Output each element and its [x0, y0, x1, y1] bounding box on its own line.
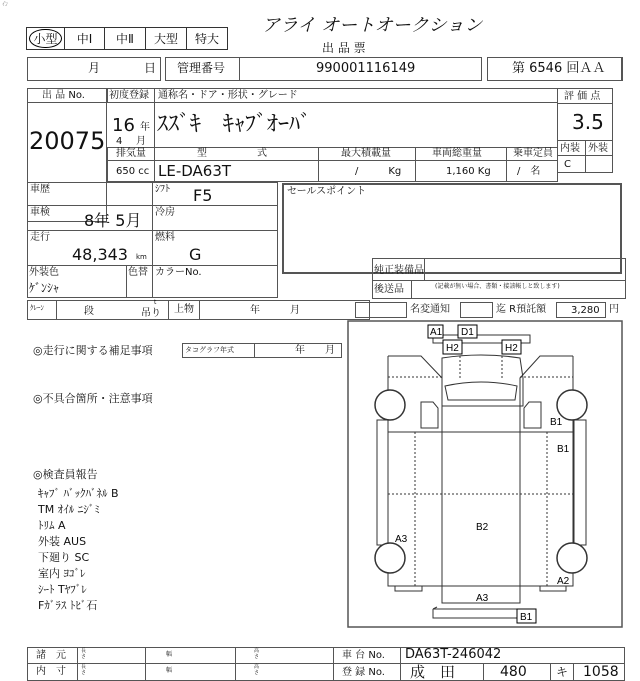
max-load: / Kg: [355, 166, 402, 177]
fuel: G: [189, 245, 202, 264]
inspector-item: 外装 AUS: [38, 535, 87, 548]
color-box: [27, 265, 127, 298]
first-reg-year: 16: [112, 115, 135, 136]
name-change-date[interactable]: [460, 302, 493, 318]
model-label-box: [154, 147, 319, 161]
spec-width-label: 幅: [166, 651, 173, 658]
color-label: 外装色: [29, 267, 59, 278]
damage-mark: A3: [476, 593, 489, 604]
year-unit: 年: [140, 122, 150, 133]
capacity: / 名: [517, 166, 541, 177]
color-no-box: [152, 265, 278, 298]
divider: [56, 300, 57, 320]
defects-label: ◎不具合箇所・注意事項: [33, 392, 153, 405]
size-mid2[interactable]: 中Ⅱ: [104, 27, 146, 50]
divider: [199, 300, 200, 320]
body-date: 年 月: [250, 305, 300, 316]
capacity-label: 乗車定員: [513, 148, 553, 159]
exterior-box: [585, 155, 613, 173]
day-label: 日: [144, 61, 157, 75]
displacement-label: 排気量: [116, 148, 146, 159]
max-load-label: 最大積載量: [341, 148, 391, 159]
score-label: 評 価 点: [564, 91, 601, 102]
crane-lift: 吊り: [141, 308, 161, 319]
divider: [573, 664, 574, 681]
equipment-box: [372, 258, 626, 281]
spec-label: 諸 元: [36, 650, 66, 661]
car-name-box: [154, 102, 558, 148]
exterior-label: 外装: [588, 143, 608, 154]
recycle-amount: 3,280: [571, 305, 600, 316]
inner-height-label: 高さ: [254, 664, 260, 676]
divider: [77, 647, 78, 681]
mgmt-label-box: [165, 57, 240, 81]
first-reg-box: [107, 88, 155, 103]
damage-mark: H2: [505, 343, 518, 354]
interior-box: [557, 155, 586, 173]
inspection: 8年 5月: [84, 211, 142, 230]
equipment-label: 純正装備品: [374, 265, 424, 276]
date-box: [27, 57, 161, 81]
mgmt-label: 管理番号: [177, 61, 226, 75]
corner-mark: ｲﾝ: [2, 1, 9, 8]
interior-label-box: [557, 140, 586, 156]
size-xlarge[interactable]: 特大: [186, 27, 228, 50]
recycle-box: [556, 302, 606, 318]
month-unit: 月: [136, 136, 146, 147]
session-box: [487, 57, 623, 81]
inspection-box: [27, 205, 153, 231]
diagram-frame: [348, 321, 622, 627]
spec-length-label: 長さ: [81, 648, 87, 660]
tacho-box: [182, 343, 342, 358]
body-label: 上物: [174, 304, 194, 315]
inspector-item: ｼｰﾄ Tﾔﾌﾞﾚ: [38, 583, 87, 596]
inspector-label: ◎検査員報告: [33, 468, 98, 481]
doc-title: 出 品 票: [322, 41, 366, 55]
size-label: 小型: [29, 29, 61, 48]
shift-label: ｼﾌﾄ: [155, 184, 170, 195]
chassis-label: 車 台 No.: [342, 650, 385, 661]
divider: [483, 664, 484, 681]
sales-point-label: セールスポイント: [287, 186, 367, 197]
bottom-table: [27, 647, 625, 681]
color: ｹﾞﾝｼｬ: [29, 281, 60, 295]
weight-label-box: [415, 147, 507, 161]
weight-box: [415, 160, 507, 182]
mgmt-no: 990001116149: [316, 61, 416, 76]
damage-mark: H2: [446, 343, 459, 354]
gross-weight: 1,160 Kg: [446, 166, 491, 177]
inspector-item: Fｶﾞﾗｽ ﾄﾋﾞ石: [38, 599, 98, 612]
gross-weight-label: 車両総重量: [432, 148, 482, 159]
mileage-unit: km: [136, 253, 147, 261]
score-label-box: [557, 88, 613, 104]
name-change-label: 名変通知: [410, 304, 450, 315]
tacho-value: 年 月: [295, 345, 335, 356]
damage-mark: B1: [520, 612, 533, 623]
crane-steps: 段: [84, 306, 94, 317]
damage-mark: A2: [557, 576, 570, 587]
inspector-item: ﾄﾘﾑ A: [38, 519, 66, 532]
company-name: アライ オートオークション: [262, 15, 483, 36]
shift: F5: [193, 186, 213, 205]
first-reg-month: 4: [116, 136, 123, 147]
mileage: 48,343: [72, 245, 128, 264]
history-box: [27, 182, 153, 206]
inspector-item: ｷｬﾌﾞ ﾊﾞｯｸﾊﾞﾈﾙ B: [38, 487, 119, 500]
load-box: [318, 160, 416, 182]
vehicle-damage-diagram: [345, 318, 625, 630]
divider: [235, 647, 236, 681]
mileage-label: 走行: [30, 232, 50, 243]
divider: [254, 343, 255, 358]
damage-mark: B2: [476, 522, 489, 533]
size-small[interactable]: [26, 27, 65, 50]
inspector-item: 下廻り SC: [38, 551, 90, 564]
lot-no: 20075: [29, 127, 106, 155]
divider: [400, 647, 401, 681]
color-change-label: 色替: [128, 267, 148, 278]
inspector-items: [38, 486, 119, 614]
size-mid1[interactable]: 中Ⅰ: [64, 27, 105, 50]
reg-kana: キ: [556, 665, 569, 679]
size-large[interactable]: 大型: [145, 27, 187, 50]
panel-lines: [388, 356, 573, 586]
model-label: 型 式: [197, 148, 267, 159]
ac-label: 冷房: [155, 207, 175, 218]
lot-label-box: [27, 88, 107, 103]
color-no-label: カラーNo.: [155, 267, 202, 278]
disp-box: [107, 160, 155, 182]
month-label: 月: [88, 61, 101, 75]
damage-mark: D1: [461, 327, 474, 338]
divider: [550, 664, 551, 681]
reg-area: 成 田: [410, 663, 456, 681]
score-box: [557, 103, 613, 141]
disp-label-box: [107, 147, 155, 161]
color-change-box: [126, 265, 153, 298]
first-reg-label: 初度登録: [109, 90, 149, 101]
mileage-box: [27, 230, 153, 266]
load-label-box: [318, 147, 416, 161]
tacho-label: タコグラフ年式: [185, 346, 234, 354]
history-label: 車歴: [30, 184, 50, 195]
cap-label-box: [506, 147, 558, 161]
inspector-item: 室内 ﾖｺﾞﾚ: [38, 567, 86, 580]
name-label-box: [154, 88, 558, 103]
damage-mark: A1: [430, 327, 443, 338]
reg-label: 登 録 No.: [342, 667, 385, 678]
shift-box: [152, 182, 278, 206]
cap-box: [506, 160, 558, 182]
crane-label: ｸﾚｰﾝ: [30, 304, 44, 312]
inner-label: 内 寸: [36, 666, 66, 677]
exterior-label-box: [585, 140, 613, 156]
interior-label: 内装: [560, 143, 580, 154]
displacement: 650 cc: [116, 166, 150, 177]
car-name: ｽｽﾞｷ ｷｬﾌﾞｵｰﾊﾞ: [157, 112, 312, 137]
name-label: 通称名・ドア・形状・グレード: [158, 90, 298, 101]
interior-grade: C: [564, 159, 571, 170]
recycle-label: 迄 R預託額: [496, 304, 547, 315]
name-change-check[interactable]: [355, 302, 407, 318]
divider: [333, 647, 334, 681]
crane-ton: t: [154, 299, 157, 306]
divider: [168, 300, 169, 320]
model: LE-DA63T: [158, 162, 232, 180]
session: 第 6546 回ＡＡ: [512, 61, 606, 76]
ac-box: [152, 205, 278, 231]
divider: [424, 258, 425, 281]
spec-height-label: 高さ: [254, 648, 260, 660]
score: 3.5: [572, 110, 604, 134]
damage-mark: A3: [395, 534, 408, 545]
fuel-box: [152, 230, 278, 266]
damage-mark: B1: [550, 417, 563, 428]
chassis-no: DA63T-246042: [405, 647, 502, 662]
inspector-item: TM ｵｲﾙ ﾆｼﾞﾐ: [38, 503, 100, 516]
inspection-label: 車検: [30, 207, 50, 218]
mgmt-no-box: [239, 57, 482, 81]
later-items-label: 後送品: [374, 284, 404, 295]
recycle-unit: 円: [609, 304, 619, 315]
later-items-note: (記載が無い場合、書類・接該帳しと致します): [435, 283, 560, 290]
fuel-label: 燃料: [155, 232, 175, 243]
inner-width-label: 幅: [166, 667, 173, 674]
divider: [411, 280, 412, 299]
reg-num: 1058: [583, 664, 619, 680]
divider: [27, 663, 625, 664]
damage-mark: B1: [557, 444, 570, 455]
driving-notes-label: ◎走行に関する補足事項: [33, 344, 153, 357]
inner-length-label: 長さ: [81, 664, 87, 676]
reg-class: 480: [500, 664, 527, 680]
model-box: [154, 160, 319, 182]
divider: [145, 647, 146, 681]
damage-marks: [395, 325, 570, 623]
lot-label: 出 品 No.: [42, 90, 85, 101]
